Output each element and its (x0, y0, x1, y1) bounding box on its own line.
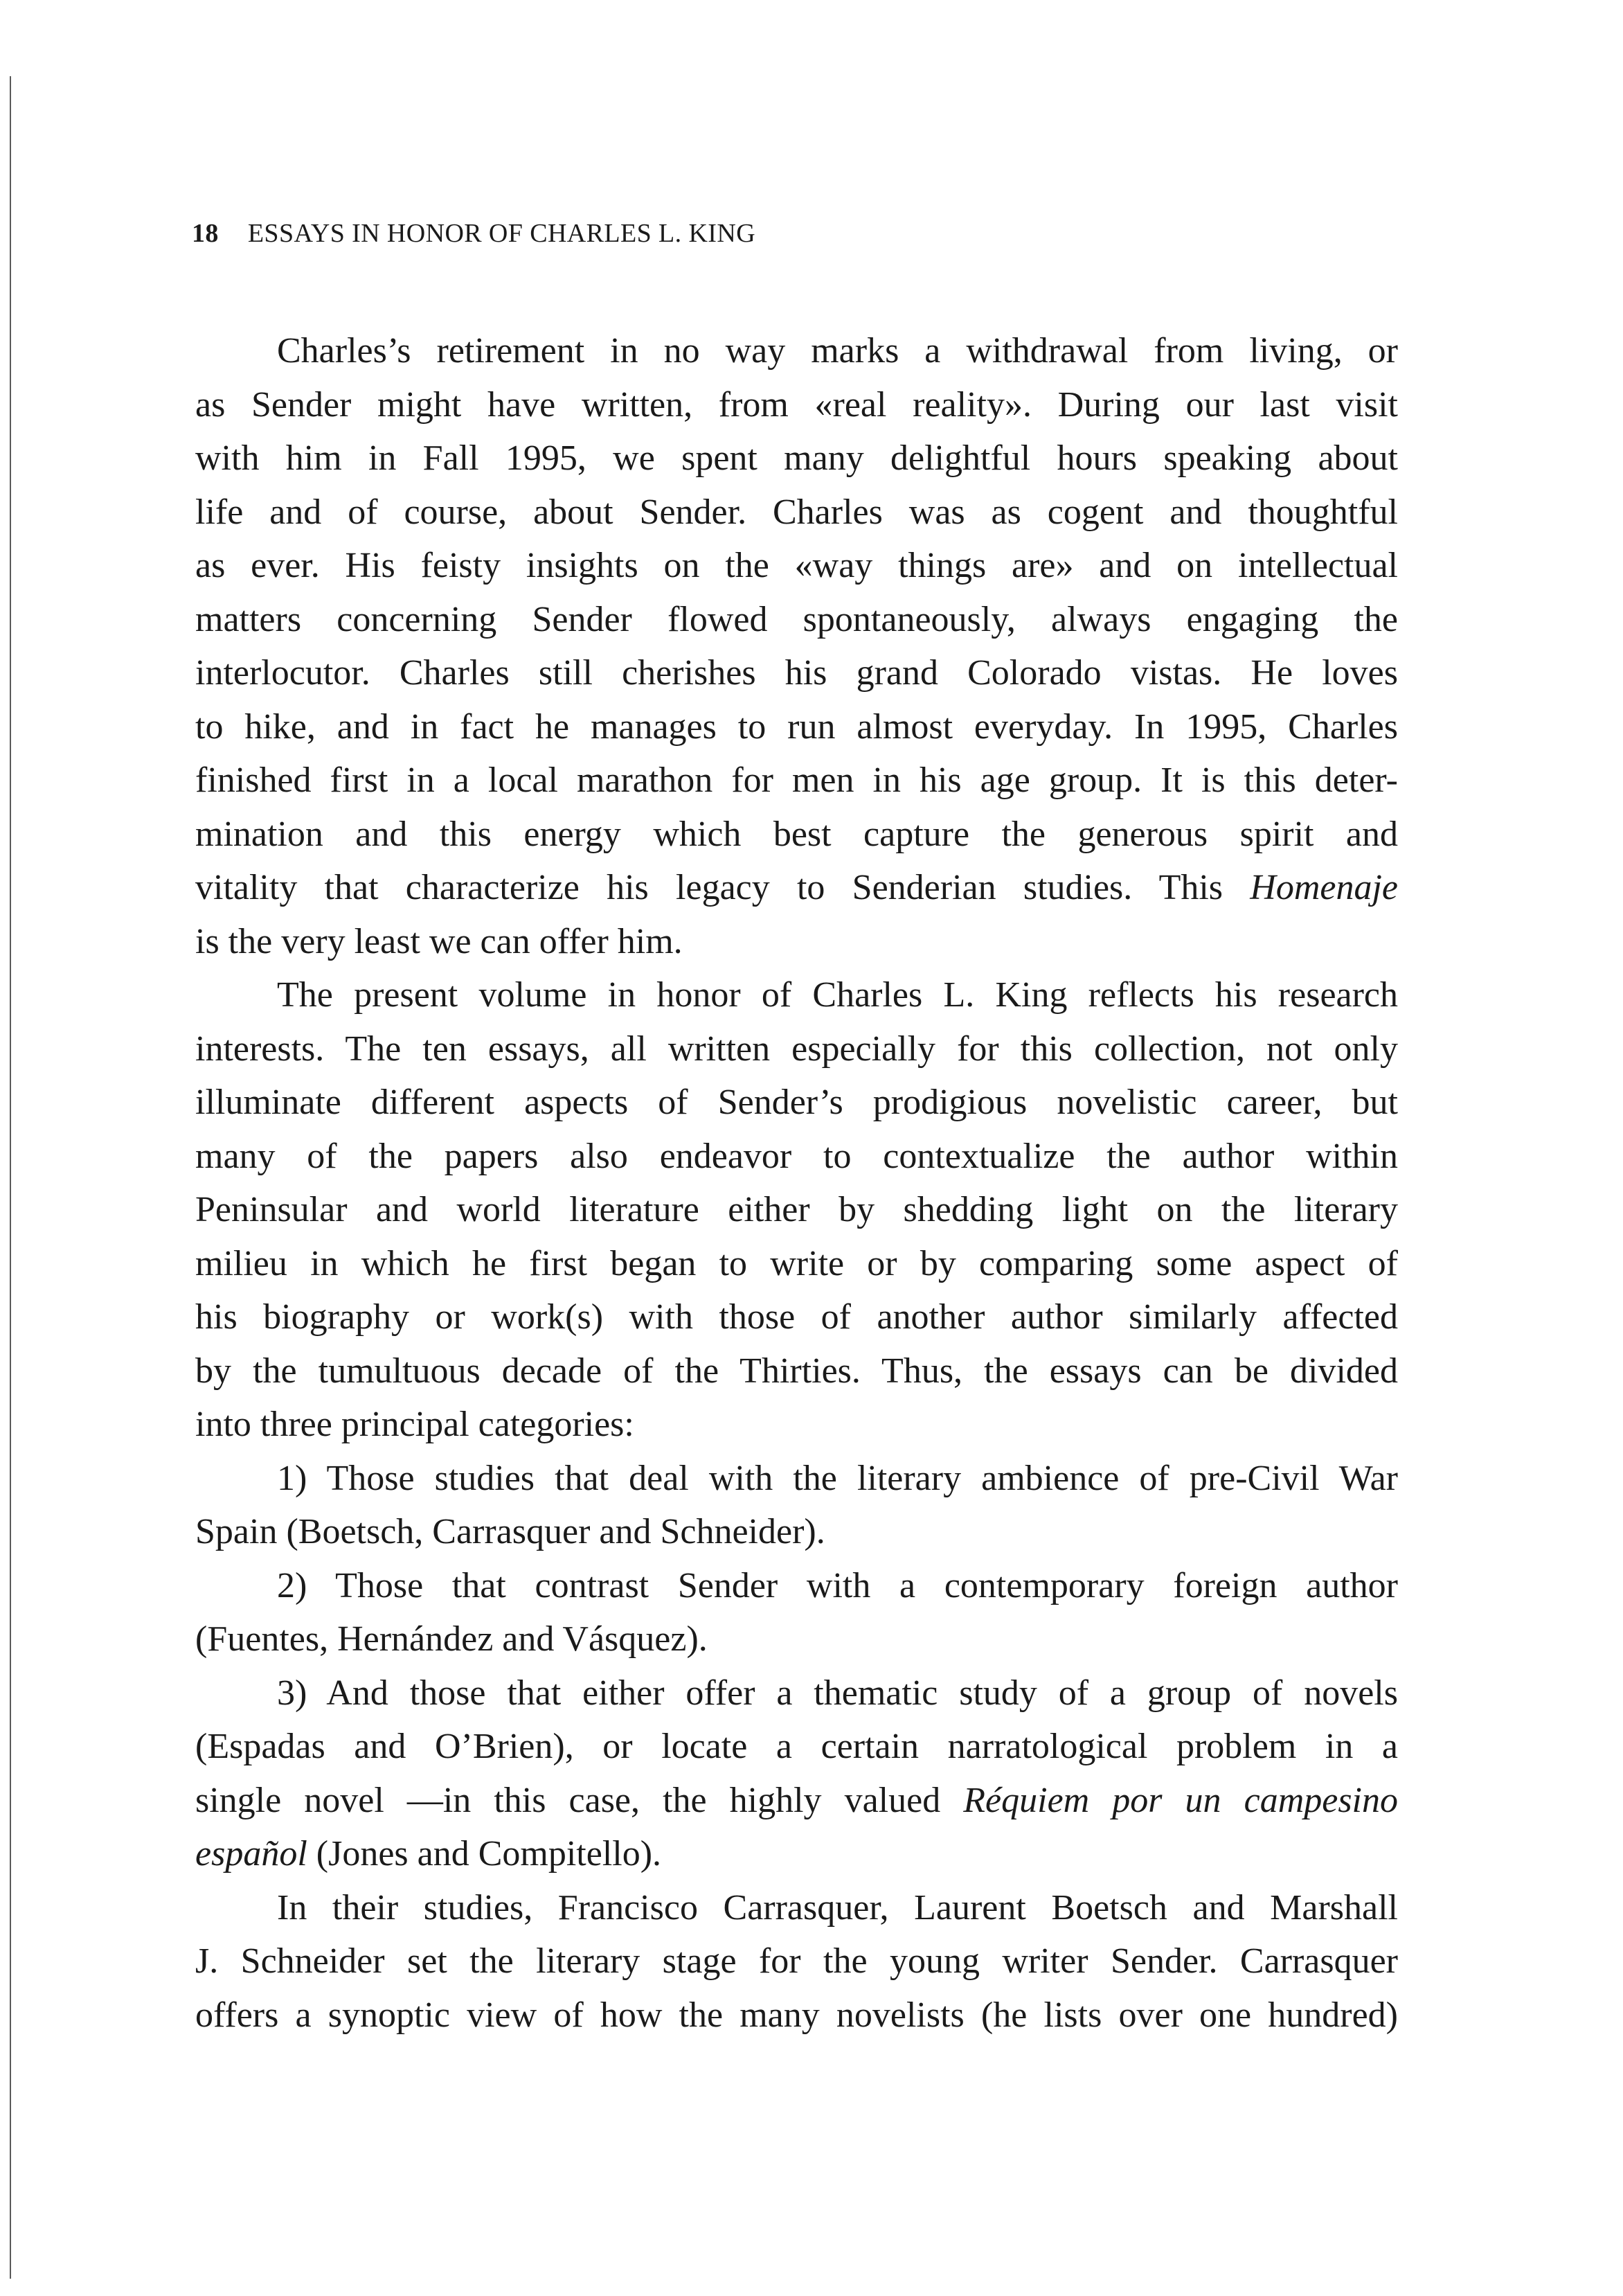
text-line: with him in Fall 1995, we spent many delightful hours speaking about (195, 438, 1398, 478)
text-line: interests. The ten essays, all written especially for this collection, not only (195, 1029, 1398, 1069)
text-line: offers a synoptic view of how the many novelists (he lists over one hundred) (195, 1995, 1398, 2035)
text-line: (Espadas and O’Brien), or locate a certain narratological problem in a (195, 1727, 1398, 1766)
text-line: The present volume in honor of Charles L. King reflects his research (277, 975, 1398, 1015)
running-head (192, 216, 755, 251)
text-line: J. Schneider set the literary stage for the young writer Sender. Carrasquer (195, 1941, 1398, 1981)
text-line: to hike, and in fact he manages to run almost everyday. In 1995, Charles (195, 706, 1398, 747)
paragraph-category-2 (195, 1559, 1398, 1666)
italic-title-espanol: español (195, 1834, 307, 1874)
paragraph-studies (195, 1881, 1398, 2043)
text-line: 3) And those that either offer a thematic study of a group of novels (277, 1673, 1398, 1713)
text-segment: single novel —in this case, the highly valued (195, 1780, 941, 1820)
text-line: milieu in which he first began to write or by comparing some aspect of (195, 1243, 1398, 1283)
paragraph-category-3 (195, 1666, 1398, 1881)
text-line: mination and this energy which best capture the generous spirit and (195, 814, 1398, 854)
text-line: matters concerning Sender flowed spontaneously, always engaging the (195, 599, 1398, 639)
text-segment: (Jones and Compitello). (316, 1834, 662, 1874)
text-line: as Sender might have written, from «real reality». During our last visit (195, 384, 1398, 425)
text-line-with-italic (195, 1774, 1398, 1828)
text-line: Charles’s retirement in no way marks a withdrawal from living, or (277, 331, 1398, 371)
italic-title-homenaje: Homenaje (1250, 868, 1398, 907)
text-line: Peninsular and world literature either by shedding light on the literary (195, 1190, 1398, 1229)
text-line: 1) Those studies that deal with the literary ambience of pre-Civil War (277, 1458, 1398, 1498)
text-line: is the very least we can offer him. (195, 921, 683, 961)
text-segment: vitality that characterize his legacy to Senderian studies. This (195, 868, 1223, 907)
text-line: life and of course, about Sender. Charles was as cogent and thoughtful (195, 492, 1398, 532)
italic-title-requiem: Réquiem por un campesino (963, 1780, 1398, 1820)
text-line: In their studies, Francisco Carrasquer, Laurent Boetsch and Marshall (277, 1887, 1398, 1928)
scan-edge-line (10, 76, 11, 2279)
body-text (195, 324, 1398, 2042)
text-line: by the tumultuous decade of the Thirties. Thus, the essays can be divided (195, 1351, 1398, 1391)
text-line: finished first in a local marathon for men in his age group. It is this deter- (195, 760, 1398, 800)
text-line: (Fuentes, Hernández and Vásquez). (195, 1619, 708, 1659)
paragraph-present-volume (195, 968, 1398, 1452)
text-line: as ever. His feisty insights on the «way things are» and on intellectual (195, 546, 1398, 585)
text-line-with-italic (195, 1827, 1398, 1881)
text-line: 2) Those that contrast Sender with a contemporary foreign author (277, 1565, 1398, 1605)
running-head-title: ESSAYS IN HONOR OF CHARLES L. KING (247, 219, 756, 248)
text-line: his biography or work(s) with those of another author similarly affected (195, 1297, 1398, 1337)
text-line: illuminate different aspects of Sender’s prodigious novelistic career, but (195, 1083, 1398, 1122)
text-line: into three principal categories: (195, 1405, 634, 1444)
paragraph-category-1 (195, 1452, 1398, 1559)
page-number: 18 (192, 219, 219, 248)
text-line-with-italic (195, 861, 1398, 915)
paragraph-retirement (195, 324, 1398, 968)
text-line: many of the papers also endeavor to contextualize the author within (195, 1136, 1398, 1176)
text-line: Spain (Boetsch, Carrasquer and Schneider). (195, 1512, 825, 1551)
text-line: interlocutor. Charles still cherishes his grand Colorado vistas. He loves (195, 653, 1398, 693)
